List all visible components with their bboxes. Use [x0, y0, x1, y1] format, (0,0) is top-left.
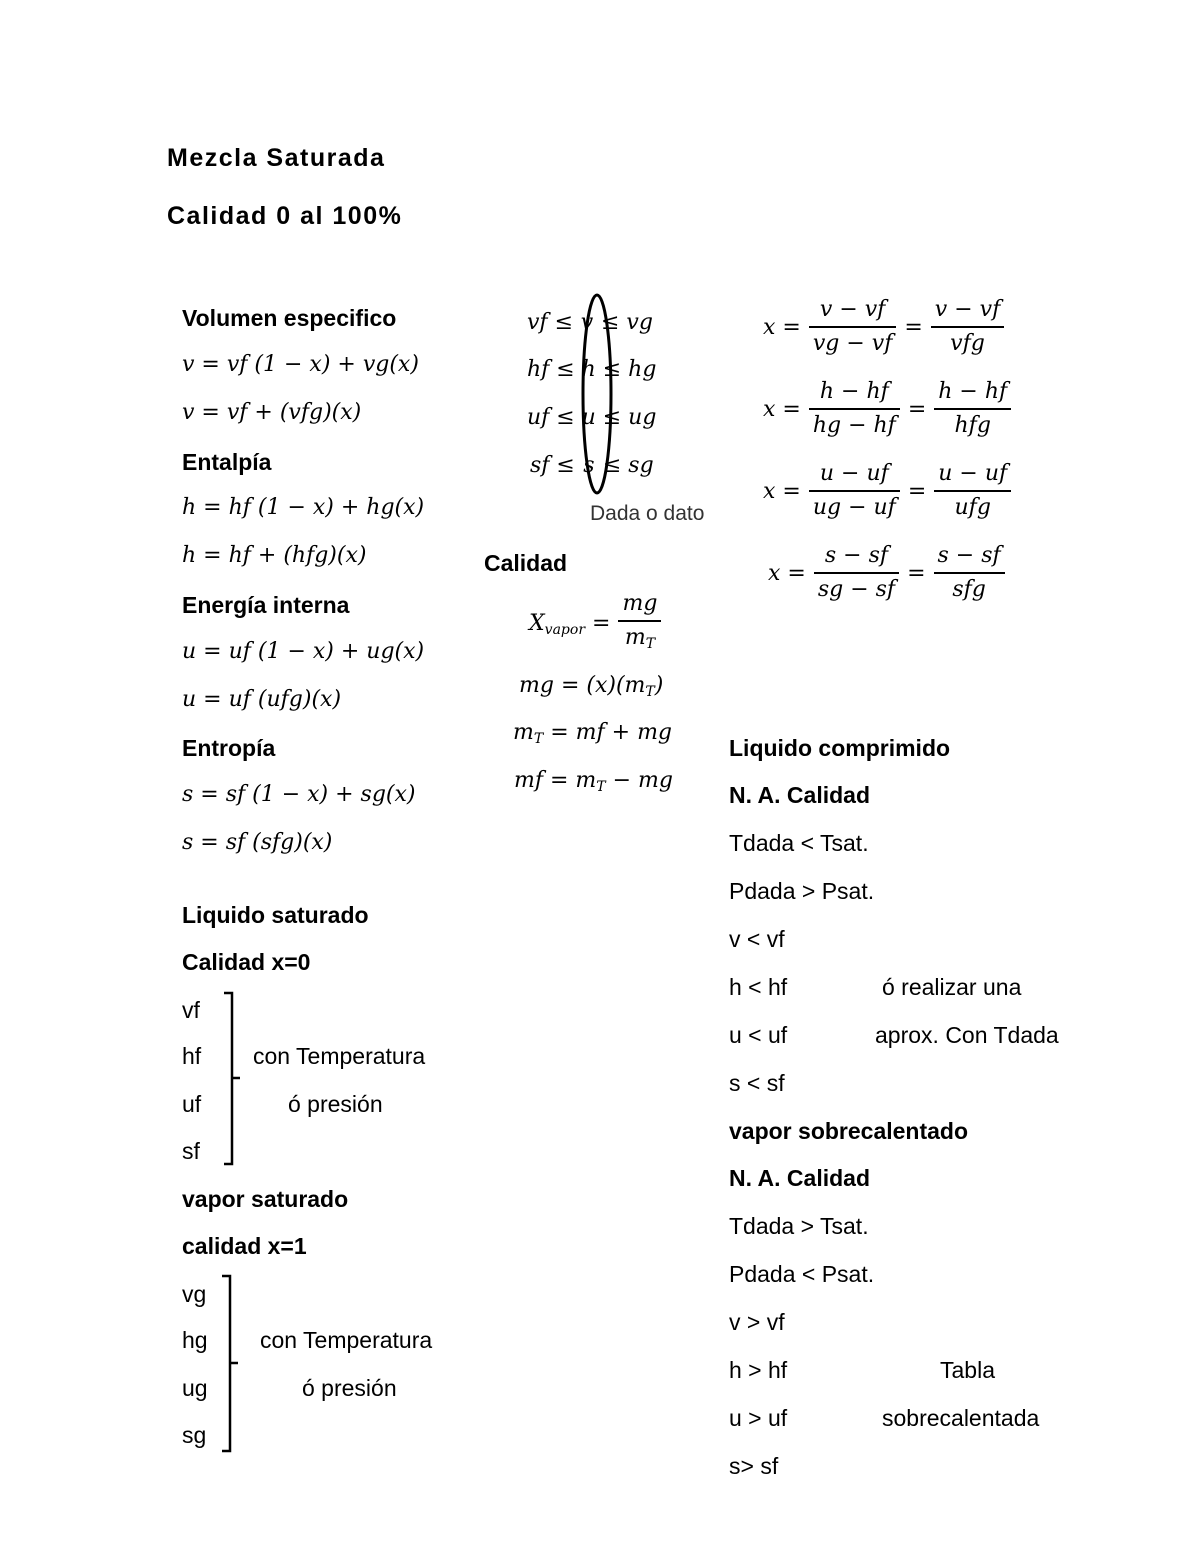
liquido-saturado-calidad: Calidad x=0	[182, 949, 311, 975]
ls-item-vf: vf	[182, 997, 200, 1023]
lc-line-t: Tdada < Tsat.	[729, 830, 869, 856]
page-subtitle: Calidad 0 al 100%	[167, 202, 403, 230]
ineq-v: vf ≤ v ≤ vg	[527, 310, 653, 335]
liquido-saturado-bracket	[224, 993, 240, 1164]
vsc-note-tabla: Tabla	[940, 1357, 995, 1383]
vs-note-presion: ó presión	[302, 1375, 397, 1401]
lc-line-h: h < hf	[729, 974, 788, 1000]
vapor-sobrecalentado-label: vapor sobrecalentado	[729, 1118, 969, 1144]
energia-eq1: u = uf (1 − x) + ug(x)	[182, 639, 425, 664]
entropia-eq2: s = sf (sfg)(x)	[182, 830, 333, 855]
ls-item-sf: sf	[182, 1138, 200, 1164]
ineq-h: hf ≤ h ≤ hg	[527, 357, 657, 382]
fraction-h: x = $\frac{h - hf}{hg - hf}$ = $\frac{h - hf}{\text{hfg}}$	[763, 376, 1011, 442]
mf-equation: mf = $m_T$ − mg	[514, 768, 674, 795]
lc-na-calidad: N. A. Calidad	[729, 782, 870, 808]
vs-item-sg: sg	[182, 1422, 207, 1448]
energia-label: Energía interna	[182, 592, 350, 618]
ls-item-uf: uf	[182, 1091, 202, 1117]
vsc-line-v: v > vf	[729, 1309, 785, 1335]
entropia-label: Entropía	[182, 735, 276, 761]
fraction-s: x = $\frac{s - sf}{sg - sf}$ = $\frac{s - sf}{\text{sfg}}$	[768, 540, 1005, 606]
liquido-saturado-label: Liquido saturado	[182, 902, 369, 928]
vs-item-hg: hg	[182, 1327, 208, 1353]
vsc-line-t: Tdada > Tsat.	[729, 1213, 869, 1239]
ineq-u: uf ≤ u ≤ ug	[527, 405, 657, 430]
ineq-s: sf ≤ s ≤ sg	[530, 453, 654, 478]
xvapor-equation: $X_{vapor}$ = $\frac{mg}{m_T}$	[529, 588, 661, 660]
ls-item-hf: hf	[182, 1043, 202, 1069]
vsc-note-sobrecalentada: sobrecalentada	[882, 1405, 1040, 1431]
entropia-eq1: s = sf (1 − x) + sg(x)	[182, 782, 416, 807]
vs-note-temperatura: con Temperatura	[260, 1327, 433, 1353]
calidad-label: Calidad	[484, 550, 568, 576]
page-title: Mezcla Saturada	[167, 144, 386, 172]
vapor-saturado-label: vapor saturado	[182, 1186, 349, 1212]
mt-equation: $m_T$ = mf + mg	[513, 720, 673, 747]
vs-item-vg: vg	[182, 1281, 207, 1307]
lc-line-v: v < vf	[729, 926, 785, 952]
lc-line-u: u < uf	[729, 1022, 788, 1048]
lc-line-s: s < sf	[729, 1070, 785, 1096]
energia-eq2: u = uf (ufg)(x)	[182, 687, 342, 712]
lc-note-aprox: aprox. Con Tdada	[875, 1022, 1059, 1048]
vs-item-ug: ug	[182, 1375, 208, 1401]
entalpia-label: Entalpía	[182, 449, 272, 475]
lc-line-p: Pdada > Psat.	[729, 878, 875, 904]
ls-note-temperatura: con Temperatura	[253, 1043, 426, 1069]
vapor-saturado-bracket	[222, 1276, 238, 1451]
liquido-comprimido-label: Liquido comprimido	[729, 735, 951, 761]
vsc-line-h: h > hf	[729, 1357, 788, 1383]
entalpia-eq1: h = hf (1 − x) + hg(x)	[182, 495, 425, 520]
volumen-eq2: v = vf + (vfg)(x)	[182, 400, 362, 425]
vsc-na-calidad: N. A. Calidad	[729, 1165, 870, 1191]
vsc-line-s: s> sf	[729, 1453, 779, 1479]
mg-equation: mg = $(x)(m_T)$	[519, 673, 664, 700]
lc-note-realizar: ó realizar una	[882, 974, 1022, 1000]
ls-note-presion: ó presión	[288, 1091, 383, 1117]
fraction-v: x = $\frac{v - vf}{vg - vf}$ = $\frac{v - vf}{\text{vfg}}$	[763, 294, 1004, 360]
volumen-label: Volumen especifico	[182, 305, 397, 331]
fraction-u: x = $\frac{u - uf}{ug - uf}$ = $\frac{u - uf}{\text{ufg}}$	[763, 458, 1011, 524]
entalpia-eq2: h = hf + (hfg)(x)	[182, 543, 367, 568]
vsc-line-p: Pdada < Psat.	[729, 1261, 875, 1287]
vsc-line-u: u > uf	[729, 1405, 788, 1431]
dada-o-dato-label: Dada o dato	[590, 502, 705, 525]
volumen-eq1: v = vf (1 − x) + vg(x)	[182, 352, 419, 377]
vapor-saturado-calidad: calidad x=1	[182, 1233, 307, 1259]
